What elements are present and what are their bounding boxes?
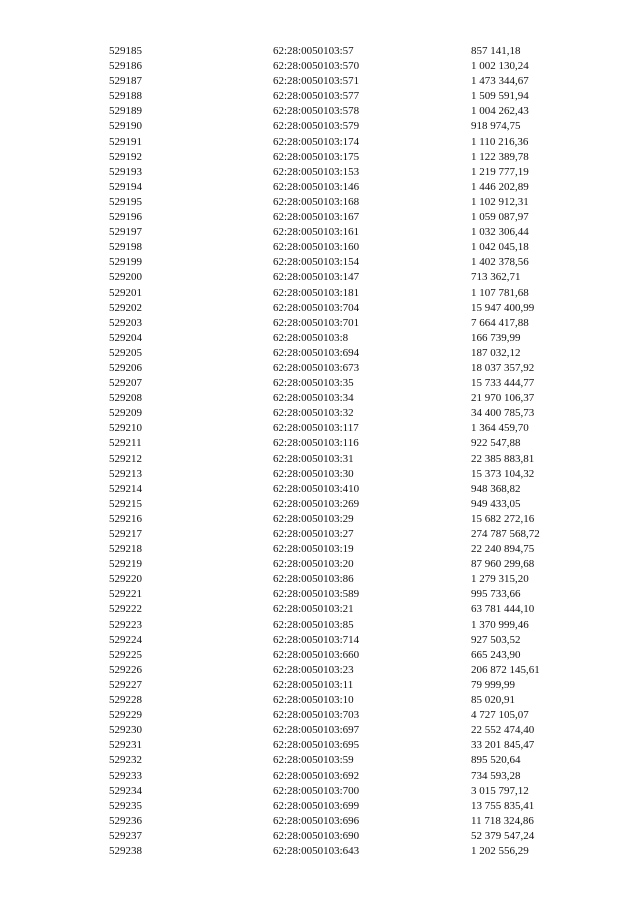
table-row: [109, 769, 579, 784]
cadastral-number-cell: 62:28:0050103:19: [273, 543, 354, 556]
cadastral-number-cell: 62:28:0050103:578: [273, 105, 360, 118]
table-row: [109, 648, 579, 663]
row-number-cell: 529212: [109, 452, 142, 465]
table-row: [109, 467, 579, 482]
table-row: [109, 542, 579, 557]
table-row: [109, 738, 579, 753]
table-row: [109, 753, 579, 768]
cadastral-value-cell: 4 727 105,07: [471, 709, 529, 722]
cadastral-value-cell: 948 368,82: [471, 482, 521, 495]
row-number-cell: 529219: [109, 558, 142, 571]
cadastral-number-cell: 62:28:0050103:154: [273, 256, 360, 269]
cadastral-value-cell: 274 787 568,72: [471, 528, 540, 540]
cadastral-number-cell: 62:28:0050103:571: [273, 75, 360, 88]
cadastral-value-cell: 1 042 045,18: [471, 241, 529, 254]
cadastral-number-cell: 62:28:0050103:30: [273, 467, 354, 480]
table-row: [109, 210, 579, 225]
table-row: [109, 255, 579, 270]
table-row: [109, 89, 579, 104]
cadastral-number-cell: 62:28:0050103:86: [273, 573, 354, 586]
cadastral-number-cell: 62:28:0050103:643: [273, 844, 360, 857]
cadastral-number-cell: 62:28:0050103:692: [273, 769, 360, 782]
cadastral-value-table: [109, 44, 579, 859]
row-number-cell: 529199: [109, 256, 142, 269]
cadastral-value-cell: 187 032,12: [471, 346, 521, 359]
cadastral-number-cell: 62:28:0050103:699: [273, 799, 360, 812]
table-row: [109, 482, 579, 497]
cadastral-number-cell: 62:28:0050103:589: [273, 588, 360, 601]
table-row: [109, 240, 579, 255]
cadastral-number-cell: 62:28:0050103:701: [273, 316, 360, 329]
cadastral-number-cell: 62:28:0050103:31: [273, 452, 354, 465]
row-number-cell: 529235: [109, 799, 142, 812]
row-number-cell: 529234: [109, 784, 142, 797]
row-number-cell: 529228: [109, 694, 142, 707]
cadastral-number-cell: 62:28:0050103:21: [273, 603, 354, 616]
cadastral-value-cell: 166 739,99: [471, 331, 521, 344]
cadastral-value-cell: 15 733 444,77: [471, 377, 535, 390]
cadastral-value-cell: 1 509 591,94: [471, 90, 529, 103]
table-row: [109, 59, 579, 74]
table-row: [109, 270, 579, 285]
table-row: [109, 361, 579, 376]
cadastral-number-cell: 62:28:0050103:23: [273, 663, 354, 676]
cadastral-number-cell: 62:28:0050103:577: [273, 90, 360, 103]
cadastral-value-cell: 206 872 145,61: [471, 663, 540, 676]
cadastral-number-cell: 62:28:0050103:59: [273, 754, 354, 767]
table-row: [109, 421, 579, 436]
row-number-cell: 529233: [109, 769, 142, 782]
row-number-cell: 529191: [109, 135, 142, 148]
row-number-cell: 529208: [109, 392, 142, 405]
cadastral-number-cell: 62:28:0050103:167: [273, 211, 360, 224]
table-row: [109, 452, 579, 467]
row-number-cell: 529205: [109, 346, 142, 359]
cadastral-number-cell: 62:28:0050103:147: [273, 271, 360, 284]
cadastral-value-cell: 34 400 785,73: [471, 407, 535, 420]
cadastral-value-cell: 1 279 315,20: [471, 573, 529, 586]
table-row: [109, 633, 579, 648]
cadastral-number-cell: 62:28:0050103:269: [273, 497, 360, 510]
table-row: [109, 286, 579, 301]
cadastral-value-cell: 665 243,90: [471, 648, 521, 661]
cadastral-number-cell: 62:28:0050103:35: [273, 377, 354, 390]
cadastral-value-cell: 7 664 417,88: [471, 316, 529, 329]
cadastral-number-cell: 62:28:0050103:11: [273, 678, 354, 691]
cadastral-value-cell: 63 781 444,10: [471, 603, 535, 616]
cadastral-value-cell: 895 520,64: [471, 754, 521, 767]
cadastral-value-cell: 1 446 202,89: [471, 180, 529, 193]
row-number-cell: 529207: [109, 377, 142, 390]
cadastral-number-cell: 62:28:0050103:168: [273, 195, 360, 208]
table-row: [109, 150, 579, 165]
table-row: [109, 436, 579, 451]
cadastral-number-cell: 62:28:0050103:116: [273, 437, 359, 450]
row-number-cell: 529188: [109, 90, 142, 103]
table-row: [109, 225, 579, 240]
row-number-cell: 529198: [109, 241, 142, 254]
row-number-cell: 529192: [109, 150, 142, 163]
cadastral-value-cell: 1 004 262,43: [471, 105, 529, 118]
cadastral-value-cell: 85 020,91: [471, 694, 515, 707]
table-row: [109, 784, 579, 799]
cadastral-value-cell: 11 718 324,86: [471, 814, 534, 827]
row-number-cell: 529213: [109, 467, 142, 480]
row-number-cell: 529216: [109, 512, 142, 525]
cadastral-value-cell: 1 059 087,97: [471, 211, 529, 224]
table-row: [109, 708, 579, 723]
cadastral-number-cell: 62:28:0050103:160: [273, 241, 360, 254]
cadastral-value-cell: 1 122 389,78: [471, 150, 529, 163]
row-number-cell: 529204: [109, 331, 142, 344]
cadastral-value-cell: 79 999,99: [471, 678, 515, 691]
cadastral-value-cell: 1 202 556,29: [471, 844, 529, 857]
table-row: [109, 180, 579, 195]
cadastral-number-cell: 62:28:0050103:570: [273, 60, 360, 73]
cadastral-value-cell: 949 433,05: [471, 497, 521, 510]
cadastral-number-cell: 62:28:0050103:8: [273, 331, 349, 344]
row-number-cell: 529190: [109, 120, 142, 133]
row-number-cell: 529227: [109, 678, 142, 691]
cadastral-number-cell: 62:28:0050103:703: [273, 709, 360, 722]
cadastral-value-cell: 922 547,88: [471, 437, 521, 450]
cadastral-value-cell: 15 947 400,99: [471, 301, 535, 314]
row-number-cell: 529210: [109, 422, 142, 435]
table-row: [109, 693, 579, 708]
table-row: [109, 44, 579, 59]
cadastral-value-cell: 918 974,75: [471, 120, 521, 133]
cadastral-number-cell: 62:28:0050103:700: [273, 784, 360, 797]
table-row: [109, 165, 579, 180]
row-number-cell: 529232: [109, 754, 142, 767]
row-number-cell: 529200: [109, 271, 142, 284]
row-number-cell: 529214: [109, 482, 142, 495]
cadastral-value-cell: 22 552 474,40: [471, 724, 535, 737]
cadastral-number-cell: 62:28:0050103:34: [273, 392, 354, 405]
cadastral-number-cell: 62:28:0050103:410: [273, 482, 360, 495]
table-row: [109, 618, 579, 633]
table-row: [109, 512, 579, 527]
cadastral-number-cell: 62:28:0050103:146: [273, 180, 360, 193]
cadastral-number-cell: 62:28:0050103:697: [273, 724, 360, 737]
table-row: [109, 723, 579, 738]
row-number-cell: 529226: [109, 663, 142, 676]
row-number-cell: 529195: [109, 195, 142, 208]
cadastral-number-cell: 62:28:0050103:29: [273, 512, 354, 525]
cadastral-value-cell: 15 373 104,32: [471, 467, 535, 480]
cadastral-number-cell: 62:28:0050103:32: [273, 407, 354, 420]
cadastral-value-cell: 22 240 894,75: [471, 543, 535, 556]
table-row: [109, 814, 579, 829]
row-number-cell: 529189: [109, 105, 142, 118]
table-row: [109, 799, 579, 814]
table-row: [109, 829, 579, 844]
cadastral-number-cell: 62:28:0050103:673: [273, 361, 360, 374]
table-row: [109, 406, 579, 421]
table-row: [109, 104, 579, 119]
table-row: [109, 663, 579, 678]
cadastral-number-cell: 62:28:0050103:174: [273, 135, 360, 148]
row-number-cell: 529222: [109, 603, 142, 616]
cadastral-number-cell: 62:28:0050103:175: [273, 150, 360, 163]
table-row: [109, 346, 579, 361]
row-number-cell: 529221: [109, 588, 142, 601]
cadastral-value-cell: 87 960 299,68: [471, 558, 535, 571]
row-number-cell: 529193: [109, 165, 142, 178]
cadastral-value-cell: 734 593,28: [471, 769, 521, 782]
cadastral-value-cell: 1 110 216,36: [471, 135, 529, 148]
table-row: [109, 587, 579, 602]
row-number-cell: 529215: [109, 497, 142, 510]
row-number-cell: 529211: [109, 437, 142, 450]
cadastral-number-cell: 62:28:0050103:27: [273, 528, 354, 540]
cadastral-number-cell: 62:28:0050103:690: [273, 829, 360, 842]
cadastral-number-cell: 62:28:0050103:694: [273, 346, 360, 359]
cadastral-value-cell: 13 755 835,41: [471, 799, 535, 812]
table-row: [109, 602, 579, 617]
table-row: [109, 135, 579, 150]
cadastral-value-cell: 15 682 272,16: [471, 512, 535, 525]
table-row: [109, 497, 579, 512]
cadastral-value-cell: 1 402 378,56: [471, 256, 529, 269]
cadastral-value-cell: 1 364 459,70: [471, 422, 529, 435]
cadastral-value-cell: 52 379 547,24: [471, 829, 535, 842]
cadastral-number-cell: 62:28:0050103:696: [273, 814, 360, 827]
cadastral-value-cell: 1 002 130,24: [471, 60, 529, 73]
cadastral-number-cell: 62:28:0050103:57: [273, 45, 354, 57]
row-number-cell: 529186: [109, 60, 142, 73]
table-row: [109, 119, 579, 134]
cadastral-number-cell: 62:28:0050103:10: [273, 694, 354, 707]
row-number-cell: 529203: [109, 316, 142, 329]
row-number-cell: 529230: [109, 724, 142, 737]
row-number-cell: 529229: [109, 709, 142, 722]
cadastral-number-cell: 62:28:0050103:714: [273, 633, 360, 646]
row-number-cell: 529206: [109, 361, 142, 374]
cadastral-value-cell: 18 037 357,92: [471, 361, 535, 374]
cadastral-number-cell: 62:28:0050103:161: [273, 226, 360, 239]
row-number-cell: 529209: [109, 407, 142, 420]
cadastral-number-cell: 62:28:0050103:117: [273, 422, 359, 435]
cadastral-number-cell: 62:28:0050103:85: [273, 618, 354, 631]
cadastral-value-cell: 927 503,52: [471, 633, 521, 646]
row-number-cell: 529231: [109, 739, 142, 752]
row-number-cell: 529225: [109, 648, 142, 661]
table-row: [109, 376, 579, 391]
cadastral-value-cell: 857 141,18: [471, 45, 521, 57]
cadastral-value-cell: 1 032 306,44: [471, 226, 529, 239]
table-row: [109, 391, 579, 406]
cadastral-number-cell: 62:28:0050103:181: [273, 286, 360, 299]
table-row: [109, 195, 579, 210]
cadastral-value-cell: 1 473 344,67: [471, 75, 529, 88]
cadastral-value-cell: 1 219 777,19: [471, 165, 529, 178]
cadastral-number-cell: 62:28:0050103:695: [273, 739, 360, 752]
row-number-cell: 529194: [109, 180, 142, 193]
table-row: [109, 331, 579, 346]
row-number-cell: 529236: [109, 814, 142, 827]
table-row: [109, 74, 579, 89]
table-row: [109, 527, 579, 542]
row-number-cell: 529238: [109, 844, 142, 857]
row-number-cell: 529217: [109, 528, 142, 540]
row-number-cell: 529187: [109, 75, 142, 88]
table-row: [109, 844, 579, 859]
table-row: [109, 301, 579, 316]
row-number-cell: 529185: [109, 45, 142, 57]
cadastral-value-cell: 1 102 912,31: [471, 195, 529, 208]
row-number-cell: 529223: [109, 618, 142, 631]
cadastral-value-cell: 21 970 106,37: [471, 392, 535, 405]
row-number-cell: 529224: [109, 633, 142, 646]
cadastral-value-cell: 22 385 883,81: [471, 452, 535, 465]
row-number-cell: 529218: [109, 543, 142, 556]
table-row: [109, 557, 579, 572]
cadastral-value-cell: 3 015 797,12: [471, 784, 529, 797]
row-number-cell: 529196: [109, 211, 142, 224]
row-number-cell: 529220: [109, 573, 142, 586]
cadastral-number-cell: 62:28:0050103:704: [273, 301, 360, 314]
cadastral-number-cell: 62:28:0050103:660: [273, 648, 360, 661]
cadastral-value-cell: 713 362,71: [471, 271, 521, 284]
table-body: [109, 44, 579, 859]
table-row: [109, 572, 579, 587]
cadastral-value-cell: 1 107 781,68: [471, 286, 529, 299]
table-row: [109, 678, 579, 693]
cadastral-value-cell: 995 733,66: [471, 588, 521, 601]
row-number-cell: 529202: [109, 301, 142, 314]
row-number-cell: 529237: [109, 829, 142, 842]
row-number-cell: 529197: [109, 226, 142, 239]
cadastral-value-cell: 33 201 845,47: [471, 739, 535, 752]
cadastral-number-cell: 62:28:0050103:20: [273, 558, 354, 571]
table-row: [109, 316, 579, 331]
cadastral-number-cell: 62:28:0050103:153: [273, 165, 360, 178]
cadastral-value-cell: 1 370 999,46: [471, 618, 529, 631]
cadastral-number-cell: 62:28:0050103:579: [273, 120, 360, 133]
row-number-cell: 529201: [109, 286, 142, 299]
